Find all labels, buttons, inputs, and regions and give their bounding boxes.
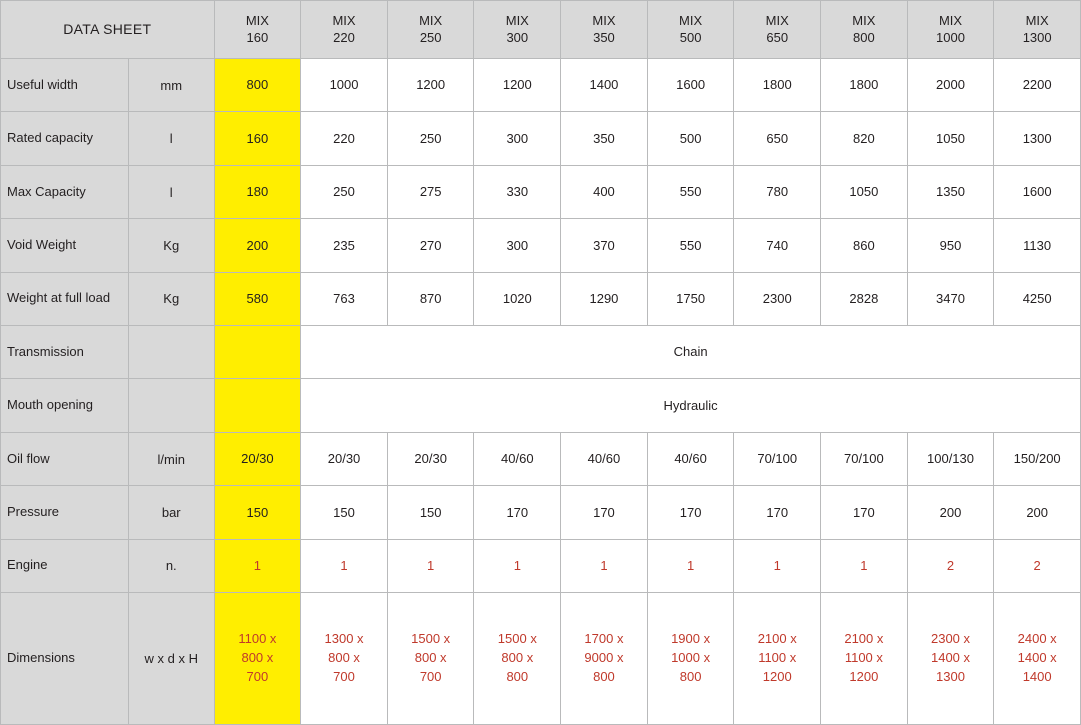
cell-value: 1 (214, 539, 301, 592)
column-header-brand: MIX (852, 13, 876, 29)
column-header-mix-350 (561, 1, 648, 59)
dimension-line: 800 (506, 668, 529, 684)
column-header-mix-1000 (907, 1, 994, 59)
column-header-brand: MIX (592, 13, 616, 29)
cell-value: 1130 (994, 219, 1081, 272)
column-header-brand: MIX (765, 13, 789, 29)
cell-value (907, 593, 994, 725)
cell-value: 1800 (821, 59, 908, 112)
row-unit: l/min (128, 432, 214, 485)
dimension-line: 1500 x (497, 631, 537, 647)
cell-value: 170 (734, 486, 821, 539)
row-unit: l (128, 112, 214, 165)
cell-value: 1 (474, 539, 561, 592)
dimension-line: 1300 (936, 668, 965, 684)
cell-value: 1 (821, 539, 908, 592)
cell-value: 220 (301, 112, 388, 165)
cell-value: 300 (474, 219, 561, 272)
cell-value: 20/30 (387, 432, 474, 485)
table-row (1, 326, 1081, 379)
column-header-model: 160 (246, 29, 269, 45)
cell-value: 500 (647, 112, 734, 165)
row-unit: Kg (128, 219, 214, 272)
dimension-line: 1400 x (930, 650, 971, 666)
cell-value: 1200 (474, 59, 561, 112)
cell-value: 270 (387, 219, 474, 272)
dimension-line: 1100 x (844, 650, 883, 666)
column-header-brand: MIX (938, 13, 963, 29)
column-header-mix-1300 (994, 1, 1081, 59)
table-row (1, 219, 1081, 272)
column-header-model: 1000 (936, 29, 965, 45)
cell-value: 1600 (994, 165, 1081, 218)
row-unit: mm (128, 59, 214, 112)
column-header-mix-300 (474, 1, 561, 59)
dimension-line: 800 (679, 668, 702, 684)
cell-value: 820 (821, 112, 908, 165)
cell-value: 780 (734, 165, 821, 218)
row-label: Engine (1, 539, 129, 592)
cell-value: 1 (387, 539, 474, 592)
row-unit: bar (128, 486, 214, 539)
column-header-mix-500 (647, 1, 734, 59)
cell-value: 200 (907, 486, 994, 539)
cell-value: 1350 (907, 165, 994, 218)
cell-value: 150 (214, 486, 301, 539)
cell-value (994, 593, 1081, 725)
dimension-line: 2100 x (844, 631, 884, 647)
cell-value: 170 (647, 486, 734, 539)
row-label: Dimensions (1, 593, 129, 725)
cell-value: 2 (907, 539, 994, 592)
table-row (1, 112, 1081, 165)
dimension-line: 1100 x (758, 650, 797, 666)
cell-value: 1 (734, 539, 821, 592)
dimension-line: 1500 x (411, 631, 451, 647)
cell-value (387, 593, 474, 725)
cell-value: 2828 (821, 272, 908, 325)
cell-value: 550 (647, 219, 734, 272)
dimension-line: 1700 x (584, 631, 624, 647)
column-header-brand: MIX (1025, 13, 1049, 29)
column-header-model: 800 (853, 29, 875, 45)
table-body (1, 1, 1081, 725)
column-header-model: 300 (506, 29, 529, 45)
column-header-model: 1300 (1022, 29, 1052, 45)
cell-value: 160 (214, 112, 301, 165)
row-label: Weight at full load (1, 272, 129, 325)
cell-value: 550 (647, 165, 734, 218)
dimension-line: 9000 x (584, 650, 624, 666)
cell-value: 330 (474, 165, 561, 218)
highlighted-empty-cell (214, 326, 301, 379)
cell-value: 4250 (994, 272, 1081, 325)
cell-value: 2 (994, 539, 1081, 592)
cell-value (821, 593, 908, 725)
cell-value: 170 (474, 486, 561, 539)
table-row (1, 379, 1081, 432)
column-header-brand: MIX (245, 13, 269, 29)
cell-value (561, 593, 648, 725)
cell-value: 1750 (647, 272, 734, 325)
table-row (1, 539, 1081, 592)
cell-value: 300 (474, 112, 561, 165)
dimension-line: 1900 x (671, 631, 711, 647)
cell-value: 400 (561, 165, 648, 218)
merged-value-cell: Chain (301, 326, 1081, 379)
column-header-mix-160 (214, 1, 301, 59)
table-row (1, 59, 1081, 112)
column-header-brand: MIX (505, 13, 529, 29)
cell-value: 40/60 (474, 432, 561, 485)
cell-value (301, 593, 388, 725)
cell-value: 1600 (647, 59, 734, 112)
dimension-line: 1200 (762, 668, 792, 684)
cell-value: 250 (387, 112, 474, 165)
dimension-line: 700 (333, 668, 355, 684)
cell-value: 650 (734, 112, 821, 165)
cell-value: 20/30 (301, 432, 388, 485)
dimension-line: 1400 x (1017, 650, 1057, 666)
cell-value: 580 (214, 272, 301, 325)
cell-value: 800 (214, 59, 301, 112)
cell-value: 1 (301, 539, 388, 592)
row-label: Transmission (1, 326, 129, 379)
cell-value: 150 (387, 486, 474, 539)
dimension-line: 1000 x (671, 650, 711, 666)
row-label: Pressure (1, 486, 129, 539)
dimension-line: 2400 x (1017, 631, 1057, 647)
cell-value: 2000 (907, 59, 994, 112)
cell-value: 1050 (907, 112, 994, 165)
cell-value: 100/130 (907, 432, 994, 485)
cell-value: 1050 (821, 165, 908, 218)
column-header-mix-650 (734, 1, 821, 59)
cell-value (474, 593, 561, 725)
column-header-model: 650 (766, 29, 789, 45)
cell-value: 150/200 (994, 432, 1081, 485)
cell-value: 40/60 (647, 432, 734, 485)
cell-value: 1300 (994, 112, 1081, 165)
cell-value (214, 593, 301, 725)
dimension-line: 800 x (501, 650, 534, 666)
cell-value: 740 (734, 219, 821, 272)
cell-value: 170 (821, 486, 908, 539)
cell-value: 950 (907, 219, 994, 272)
cell-value: 763 (301, 272, 388, 325)
column-header-brand: MIX (419, 13, 443, 29)
dimension-line: 800 x (414, 650, 447, 666)
cell-value: 1400 (561, 59, 648, 112)
cell-value: 250 (301, 165, 388, 218)
highlighted-empty-cell (214, 379, 301, 432)
cell-value: 275 (387, 165, 474, 218)
dimension-line: 1100 x (238, 631, 277, 647)
cell-value: 3470 (907, 272, 994, 325)
cell-value: 860 (821, 219, 908, 272)
dimension-line: 800 x (328, 650, 360, 666)
cell-value: 170 (561, 486, 648, 539)
dimension-line: 1200 (849, 668, 879, 684)
cell-value: 20/30 (214, 432, 301, 485)
cell-value: 1290 (561, 272, 648, 325)
row-unit: Kg (128, 272, 214, 325)
cell-value: 2300 (734, 272, 821, 325)
cell-value: 70/100 (734, 432, 821, 485)
table-row (1, 165, 1081, 218)
column-header-brand: MIX (679, 13, 703, 29)
cell-value: 1200 (387, 59, 474, 112)
cell-value: 350 (561, 112, 648, 165)
cell-value: 70/100 (821, 432, 908, 485)
row-label: Max Capacity (1, 165, 129, 218)
cell-value: 40/60 (561, 432, 648, 485)
row-unit: n. (128, 539, 214, 592)
row-unit: w x d x H (128, 593, 214, 725)
column-header-model: 350 (593, 29, 615, 45)
merged-value-cell: Hydraulic (301, 379, 1081, 432)
column-header-mix-220 (301, 1, 388, 59)
column-header-model: 220 (333, 29, 355, 45)
table-row (1, 272, 1081, 325)
table-row (1, 593, 1081, 725)
cell-value: 180 (214, 165, 301, 218)
column-header-model: 500 (679, 29, 702, 45)
dimension-line: 2100 x (757, 631, 797, 647)
row-unit (128, 379, 214, 432)
row-label: Rated capacity (1, 112, 129, 165)
column-header-brand: MIX (332, 13, 356, 29)
cell-value (734, 593, 821, 725)
column-header-model: 250 (419, 29, 442, 45)
cell-value: 1000 (301, 59, 388, 112)
dimension-line: 800 x (241, 650, 274, 666)
row-label: Mouth opening (1, 379, 129, 432)
cell-value: 1 (647, 539, 734, 592)
cell-value: 1800 (734, 59, 821, 112)
cell-value: 1 (561, 539, 648, 592)
dimension-line: 2300 x (930, 631, 971, 647)
cell-value: 200 (994, 486, 1081, 539)
column-header-mix-800 (821, 1, 908, 59)
dimension-line: 800 (593, 668, 615, 684)
column-header-mix-250 (387, 1, 474, 59)
table-row (1, 486, 1081, 539)
dimension-line: 700 (246, 668, 269, 684)
table-header-row (1, 1, 1081, 59)
row-label: Oil flow (1, 432, 129, 485)
row-unit: l (128, 165, 214, 218)
cell-value: 870 (387, 272, 474, 325)
row-label: Void Weight (1, 219, 129, 272)
dimension-line: 1400 (1022, 668, 1052, 684)
table-title-cell: DATA SHEET (1, 1, 215, 59)
cell-value: 370 (561, 219, 648, 272)
cell-value: 2200 (994, 59, 1081, 112)
cell-value: 150 (301, 486, 388, 539)
dimension-line: 1300 x (324, 631, 364, 647)
cell-value (647, 593, 734, 725)
cell-value: 235 (301, 219, 388, 272)
dimension-line: 700 (419, 668, 442, 684)
cell-value: 1020 (474, 272, 561, 325)
cell-value: 200 (214, 219, 301, 272)
table-row (1, 432, 1081, 485)
row-label: Useful width (1, 59, 129, 112)
row-unit (128, 326, 214, 379)
